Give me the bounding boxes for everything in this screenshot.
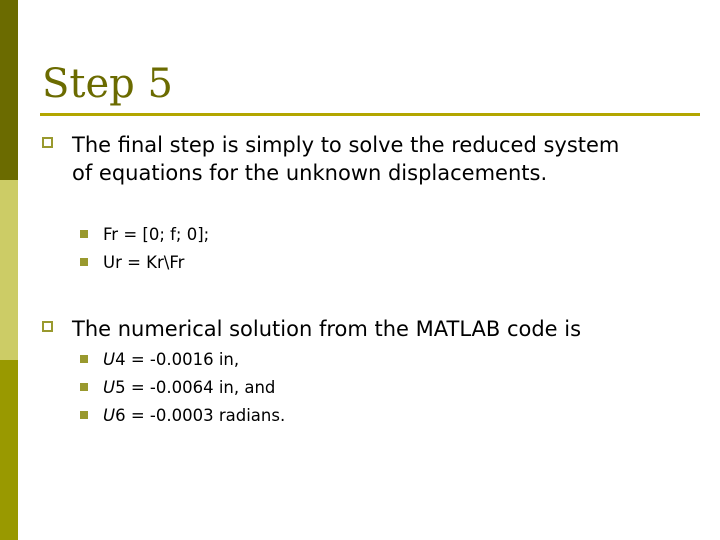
square-bullet-icon xyxy=(80,383,88,391)
solution-value: 4 = -0.0016 in, xyxy=(115,350,240,369)
solution-value: 6 = -0.0003 radians. xyxy=(115,406,286,425)
bullet-text: The final step is simply to solve the reduced system of equations for the unknown displacements. xyxy=(72,133,620,185)
square-bullet-icon xyxy=(80,411,88,419)
square-bullet-icon xyxy=(80,258,88,266)
sub-bullet-text: Fr = [0; f; 0]; xyxy=(103,225,210,244)
sub-bullet-text xyxy=(103,404,285,428)
solution-value: 5 = -0.0064 in, and xyxy=(115,378,276,397)
sub-bullet-text xyxy=(103,348,239,372)
bullet-text: The numerical solution from the MATLAB code is xyxy=(72,317,582,341)
square-bullet-icon xyxy=(80,230,88,238)
sidebar-accent-bottom xyxy=(0,360,18,540)
variable-symbol: U xyxy=(103,378,116,397)
title-divider xyxy=(40,113,700,116)
hollow-square-bullet-icon xyxy=(42,321,53,332)
square-bullet-icon xyxy=(80,355,88,363)
sidebar-accent-top xyxy=(0,0,18,180)
slide-title: Step 5 xyxy=(42,61,173,107)
variable-symbol: U xyxy=(103,406,116,425)
sub-bullet-text: Ur = Kr\Fr xyxy=(103,253,185,272)
sidebar-accent-middle xyxy=(0,180,18,360)
sub-bullet-text xyxy=(103,376,275,400)
variable-symbol: U xyxy=(103,350,116,369)
hollow-square-bullet-icon xyxy=(42,137,53,148)
